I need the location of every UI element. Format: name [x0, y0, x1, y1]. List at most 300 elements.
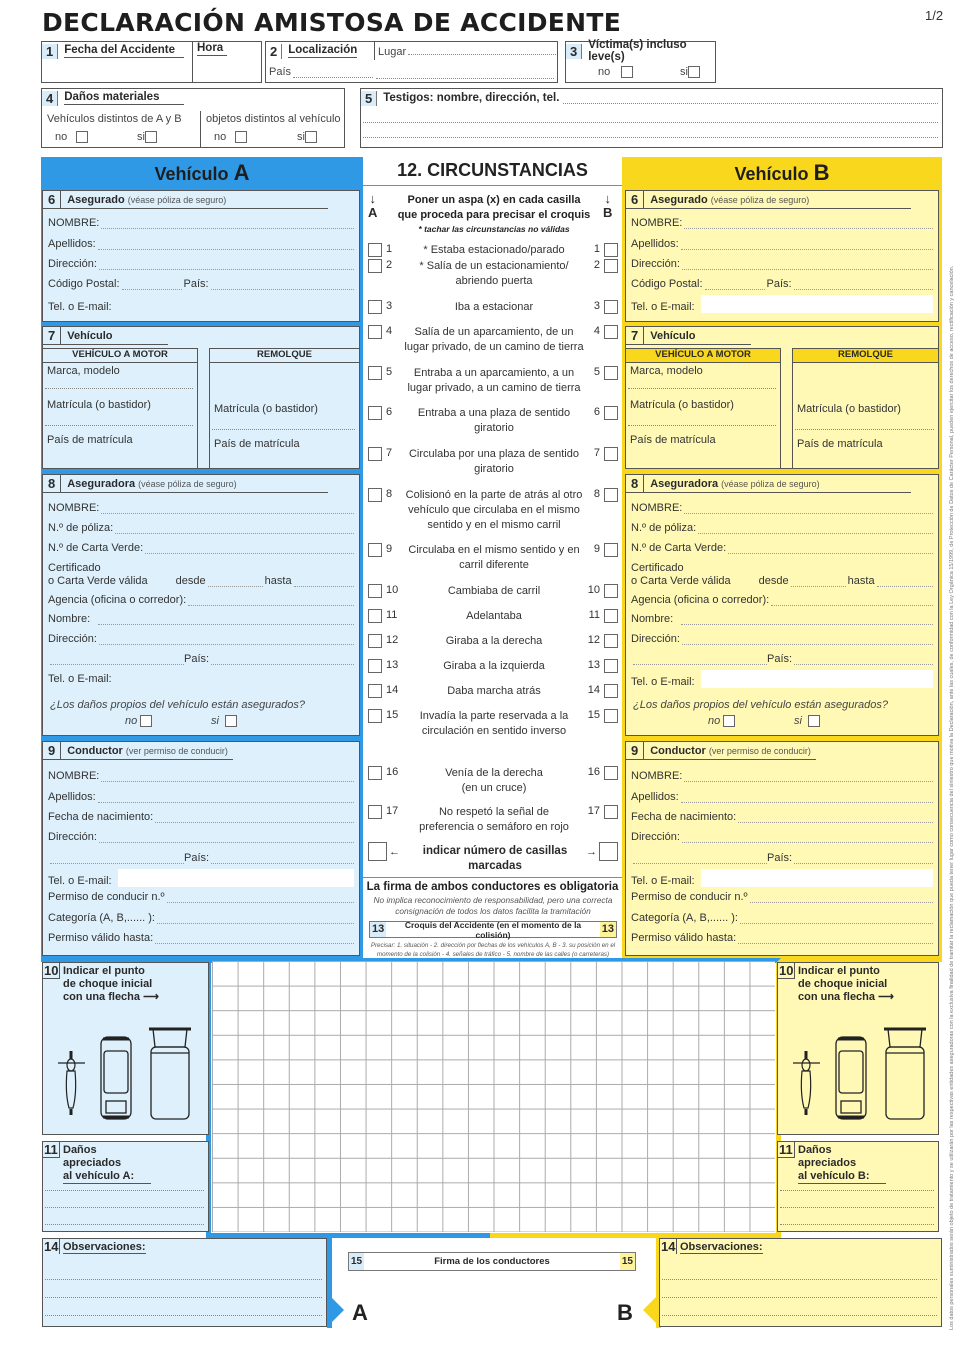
section-title: Vehículo — [650, 329, 696, 342]
other-objects-no-checkbox[interactable] — [235, 131, 247, 143]
damage-a-line-1[interactable] — [45, 1190, 204, 1191]
observations-b-line-1[interactable] — [662, 1279, 937, 1280]
agency-field[interactable] — [188, 596, 354, 606]
other-objects-si-checkbox[interactable] — [305, 131, 317, 143]
circ-text: Circulaba en el mismo sentido y en carril diferente — [408, 544, 580, 571]
field-label: Agencia (oficina o corredor): — [631, 594, 770, 606]
field-label: Fecha de nacimiento: — [48, 811, 154, 823]
circ-1-a-checkbox[interactable] — [368, 243, 382, 257]
agency-country-field[interactable] — [794, 655, 933, 665]
field-label: hasta — [847, 575, 875, 587]
own-damage-si-label: si — [794, 715, 802, 727]
observations-b-line-3[interactable] — [662, 1315, 937, 1316]
section-subtitle: (véase póliza de seguro) — [721, 478, 820, 489]
circ-1-b-checkbox[interactable] — [604, 243, 618, 257]
vehicle-b-letter: B — [813, 160, 830, 185]
section-number: 9 — [43, 742, 61, 759]
damages-label: Daños materiales — [64, 91, 184, 105]
circ-10-b-checkbox[interactable] — [604, 584, 618, 598]
circ-5-b-checkbox[interactable] — [604, 366, 618, 380]
license-category-field[interactable] — [740, 914, 933, 924]
place-label: Lugar — [378, 46, 407, 58]
sketch-grid[interactable] — [212, 961, 775, 1232]
observations-label: Observaciones: — [680, 1241, 763, 1253]
circ-num: 4 — [593, 325, 600, 337]
vehicle-b-insurer — [625, 474, 939, 736]
victims-no-label: no — [598, 66, 611, 78]
field-label: desde — [175, 575, 206, 587]
insurer-name-field[interactable] — [684, 504, 933, 514]
impact-line-2: de choque inicial — [63, 978, 153, 990]
circ-11-b-checkbox[interactable] — [604, 609, 618, 623]
circ-text: Giraba a la derecha — [445, 635, 543, 647]
section-number: 5 — [361, 91, 377, 106]
circ-num: 1 — [386, 243, 393, 255]
circ-text: Entraba a un aparcamiento, a un lugar privado, a un camino de tierra — [407, 367, 581, 394]
circ-4-b-checkbox[interactable] — [604, 325, 618, 339]
circ-num: 17 — [386, 805, 399, 817]
field-label: desde — [758, 575, 789, 587]
driver-name-field[interactable] — [101, 772, 354, 782]
plate-label: Matrícula (o bastidor) — [630, 399, 734, 411]
damage-line-1: Daños apreciados — [798, 1144, 857, 1169]
circ-text: Adelantaba — [466, 610, 522, 622]
field-label: N.º de póliza: — [48, 522, 114, 534]
circ-10-a-checkbox[interactable] — [368, 584, 382, 598]
observations-a-line-1[interactable] — [45, 1279, 322, 1280]
driver-country-field[interactable] — [794, 854, 933, 864]
section-number: 2 — [266, 44, 282, 59]
section-1-date — [41, 41, 262, 83]
vehicle-a-driver — [42, 741, 360, 956]
country-field[interactable] — [211, 280, 354, 290]
section-number: 1 — [42, 44, 58, 59]
circ-text: Circulaba por una plaza de sentido giratorio — [408, 448, 579, 475]
circ-14-b-checkbox[interactable] — [604, 684, 618, 698]
postal-code-field[interactable] — [705, 280, 765, 290]
circ-12-b-checkbox[interactable] — [604, 634, 618, 648]
circ-num: 16 — [386, 766, 399, 778]
driver-email-field[interactable] — [701, 869, 933, 887]
truck-icon — [149, 1029, 191, 1119]
circ-3-b-checkbox[interactable] — [604, 300, 618, 314]
circ-num: 6 — [386, 406, 393, 418]
circ-text: Salía de un aparcamiento, de un lugar privado, de un camino de tierra — [404, 326, 584, 353]
damage-b-line-2[interactable] — [780, 1207, 934, 1208]
driver-surname-field[interactable] — [681, 793, 933, 803]
circ-num: 8 — [386, 488, 393, 500]
circ-num: 1 — [593, 243, 600, 255]
section-number: 13 — [601, 923, 614, 935]
section-number: 15 — [349, 1253, 364, 1270]
observations-a-line-2[interactable] — [45, 1297, 322, 1298]
agency-name-field[interactable] — [98, 615, 354, 625]
section-subtitle: (ver permiso de conducir) — [125, 745, 228, 756]
observations-b-line-2[interactable] — [662, 1297, 937, 1298]
section-5-witnesses — [360, 88, 943, 148]
circ-num: 13 — [386, 659, 399, 671]
field-label: Tel. o E-mail: — [631, 676, 695, 688]
surname-field[interactable] — [98, 240, 354, 250]
field-label: Dirección: — [48, 831, 97, 843]
motorcycle-icon — [58, 1051, 85, 1115]
vehicle-icons[interactable] — [53, 1023, 203, 1123]
circ-12-a-checkbox[interactable] — [368, 634, 382, 648]
damage-b-line-1[interactable] — [780, 1190, 934, 1191]
agency-country-field[interactable] — [211, 655, 354, 665]
birthdate-field[interactable] — [738, 813, 933, 823]
section-number: 7 — [43, 327, 61, 344]
vehicle-a-insurer — [42, 474, 360, 736]
circ-14-a-checkbox[interactable] — [368, 684, 382, 698]
circ-num: 14 — [386, 684, 399, 696]
circ-num: 7 — [593, 447, 600, 459]
motorcycle-icon — [793, 1051, 820, 1115]
pointer-a-icon — [330, 1296, 344, 1324]
other-vehicles-si-checkbox[interactable] — [145, 131, 157, 143]
count-a-box[interactable] — [368, 842, 387, 861]
circ-num: 2 — [593, 259, 600, 271]
circ-11-a-checkbox[interactable] — [368, 609, 382, 623]
circ-num: 17 — [587, 805, 600, 817]
trailer-country-label: País de matrícula — [797, 438, 883, 450]
circ-text: Entraba a una plaza de sentido giratorio — [417, 407, 571, 434]
damage-a-line-3[interactable] — [45, 1224, 204, 1225]
circ-16-b-checkbox[interactable] — [604, 766, 618, 780]
field-label: Apellidos: — [48, 238, 96, 250]
arrow-right-icon: ⟶ — [143, 991, 159, 1003]
field-label: Dirección: — [631, 258, 680, 270]
registration-country-label: País de matrícula — [630, 434, 716, 446]
vehicle-a-impact-point — [42, 962, 209, 1135]
place-field[interactable] — [408, 42, 556, 55]
country-label: País — [269, 66, 292, 78]
vehicle-b-insured — [625, 190, 939, 322]
own-damage-no-label: no — [708, 715, 721, 727]
circ-7-b-checkbox[interactable] — [604, 447, 618, 461]
section-number: 7 — [626, 327, 644, 344]
circ-text: Iba a estacionar — [454, 301, 534, 313]
circ-2-a-checkbox[interactable] — [368, 259, 382, 273]
driver-surname-field[interactable] — [98, 793, 354, 803]
vehicle-b-visible-damage — [777, 1141, 939, 1232]
field-label: País: — [184, 653, 210, 665]
time-label: Hora — [197, 42, 227, 56]
count-label: indicar número de casillas marcadas — [422, 845, 568, 872]
own-damage-question: ¿Los daños propios del vehículo están asegurados? — [50, 699, 306, 711]
section-number: 8 — [43, 475, 61, 492]
section-subtitle: (véase póliza de seguro) — [710, 194, 810, 205]
postal-code-field[interactable] — [122, 280, 182, 290]
section-number: 14 — [44, 1239, 59, 1254]
section-number: 14 — [661, 1239, 676, 1254]
sketch-header — [369, 921, 617, 938]
field-label: NOMBRE: — [48, 502, 100, 514]
other-vehicles-label: Vehículos distintos de A y B — [47, 113, 182, 125]
circ-15-b-checkbox[interactable] — [604, 709, 618, 723]
section-title: Conductor — [650, 744, 706, 757]
email-field[interactable] — [701, 295, 933, 313]
trailer-plate-label: Matrícula (o bastidor) — [214, 403, 318, 415]
green-card-field[interactable] — [145, 544, 354, 554]
agency-address-field[interactable] — [682, 635, 933, 645]
circ-8-a-checkbox[interactable] — [368, 488, 382, 502]
surname-field[interactable] — [681, 240, 933, 250]
valid-to-field[interactable] — [877, 577, 933, 587]
circ-16-a-checkbox[interactable] — [368, 766, 382, 780]
victims-si-checkbox[interactable] — [688, 66, 700, 78]
count-b-box[interactable] — [599, 842, 618, 861]
damage-line-1: Daños apreciados — [63, 1144, 122, 1169]
location-label: Localización — [288, 44, 358, 56]
circ-num: 3 — [593, 300, 600, 312]
valid-from-field[interactable] — [208, 577, 263, 587]
field-label: N.º de Carta Verde: — [631, 542, 727, 554]
observations-a-line-3[interactable] — [45, 1315, 322, 1316]
agency-address-field-2[interactable] — [50, 655, 184, 665]
circ-4-a-checkbox[interactable] — [368, 325, 382, 339]
vehicle-a-letter: A — [233, 160, 250, 185]
field-label: Apellidos: — [631, 791, 679, 803]
field-label: NOMBRE: — [48, 217, 100, 229]
agency-address-field[interactable] — [99, 635, 354, 645]
field-label: País: — [766, 278, 792, 290]
time-field[interactable] — [197, 62, 257, 80]
birthdate-field[interactable] — [155, 813, 354, 823]
driver-address-field-2[interactable] — [50, 854, 184, 864]
circ-text: No respetó la señal de preferencia o semáforo en rojo — [419, 806, 569, 833]
circ-num: 10 — [386, 584, 399, 596]
country-field[interactable] — [794, 280, 933, 290]
signature-disclaimer: No implica reconocimiento de responsabilidad, pero una correcta consignación de todos los datos facilita la tramitación — [373, 895, 613, 916]
field-label: Tel. o E-mail: — [631, 301, 695, 313]
agency-name-field[interactable] — [681, 615, 933, 625]
witnesses-line-1[interactable] — [363, 122, 938, 123]
sketch-title: Croquis del Accidente (en el momento de la colisión) — [404, 919, 582, 940]
section-title: Aseguradora — [650, 477, 719, 490]
witnesses-line-2[interactable] — [363, 137, 938, 138]
valid-to-field[interactable] — [294, 577, 354, 587]
legal-notice: Los datos personales suministrados serán objeto de tratamiento y se utilizarán por las respectivas entidades aseguradoras con la exclusiva finalidad de tramitar la reclamación que pueda tener lugar como consecuencia del siniestro que motiva la Declaración, ante las cuales, de conformidad con la Ley Orgánica 15/1999, de Protección de Datos de Carácter Personal, pueden ejercitar los derechos de acceso, rectificación y cancelación. — [949, 265, 955, 1330]
victims-no-checkbox[interactable] — [621, 66, 633, 78]
driver-country-field[interactable] — [211, 854, 354, 864]
arrow-left-icon: ← — [389, 845, 400, 858]
field-label: Código Postal: — [48, 278, 120, 290]
circ-3-a-checkbox[interactable] — [368, 300, 382, 314]
field-label: Código Postal: — [631, 278, 703, 290]
circ-num: 14 — [587, 684, 600, 696]
arrow-right-icon: → — [586, 845, 597, 858]
section-title: Conductor — [67, 744, 123, 757]
address-field[interactable] — [99, 260, 354, 270]
driver-address-field-2[interactable] — [633, 854, 767, 864]
field-label: hasta — [264, 575, 292, 587]
motor-vehicle-header: VEHÍCULO A MOTOR — [626, 349, 780, 363]
circ-13-b-checkbox[interactable] — [604, 659, 618, 673]
driver-address-field[interactable] — [99, 833, 354, 843]
registration-country-label: País de matrícula — [47, 434, 133, 446]
license-valid-field[interactable] — [155, 934, 354, 944]
driver-address-field[interactable] — [682, 833, 933, 843]
trailer-header: REMOLQUE — [210, 349, 359, 363]
circ-6-a-checkbox[interactable] — [368, 406, 382, 420]
vehicle-icons[interactable] — [788, 1023, 938, 1123]
own-damage-si-checkbox[interactable] — [808, 715, 820, 727]
signature-notice: La firma de ambos conductores es obligatoria — [366, 881, 619, 893]
own-damage-si-checkbox[interactable] — [225, 715, 237, 727]
license-number-field[interactable] — [167, 893, 354, 903]
plate-label: Matrícula (o bastidor) — [47, 399, 151, 411]
field-label: NOMBRE: — [48, 770, 100, 782]
field-label: NOMBRE: — [631, 770, 683, 782]
circ-num: 9 — [386, 543, 393, 555]
circ-9-b-checkbox[interactable] — [604, 543, 618, 557]
impact-line-1: Indicar el punto — [798, 965, 880, 977]
circ-text: Giraba a la izquierda — [443, 660, 545, 672]
circ-num: 5 — [593, 366, 600, 378]
damage-a-line-2[interactable] — [45, 1207, 204, 1208]
circ-15-a-checkbox[interactable] — [368, 709, 382, 723]
sketch-instructions: Precisar: 1. situación - 2. dirección por flechas de los vehículos A, B - 3. su posición en el momento de la colisión - 4. señales de tráfico - 5. nombre de las calles (o carreteras) — [370, 942, 616, 958]
column-a-marker: ↓ A — [368, 191, 378, 220]
license-number-field[interactable] — [750, 893, 933, 903]
insurer-name-field[interactable] — [101, 504, 354, 514]
field-label: Permiso de conducir n.º — [631, 891, 748, 903]
circ-num: 11 — [588, 609, 600, 621]
section-number: 8 — [626, 475, 644, 492]
field-label: País: — [184, 852, 210, 864]
circ-text: Invadía la parte reservada a la circulación en sentido inverso — [419, 710, 569, 737]
impact-line-3: con una flecha — [798, 991, 876, 1003]
field-label: NOMBRE: — [631, 217, 683, 229]
insurer-email-field[interactable] — [701, 670, 933, 688]
damage-line-2: al vehículo A: — [63, 1170, 135, 1182]
own-damage-question: ¿Los daños propios del vehículo están asegurados? — [633, 699, 889, 711]
agency-field[interactable] — [771, 596, 933, 606]
section-number: 11 — [44, 1142, 58, 1157]
circ-17-a-checkbox[interactable] — [368, 805, 382, 819]
section-number: 6 — [626, 191, 644, 208]
signature-label: Firma de los conductores — [434, 1256, 550, 1267]
section-2-location — [265, 41, 558, 83]
address-field[interactable] — [682, 260, 933, 270]
date-field[interactable] — [44, 62, 189, 80]
arrow-right-icon: ⟶ — [878, 991, 894, 1003]
circ-text: Venía de la derecha (en un cruce) — [445, 767, 543, 794]
driver-email-field[interactable] — [118, 869, 354, 887]
own-damage-si-label: si — [211, 715, 219, 727]
section-title: Asegurado — [67, 193, 125, 206]
other-objects-label: objetos distintos al vehículo — [206, 113, 341, 125]
field-label: Certificado — [631, 562, 684, 574]
own-damage-no-checkbox[interactable] — [723, 715, 735, 727]
field-label: Certificado — [48, 562, 101, 574]
field-label: Permiso válido hasta: — [631, 932, 737, 944]
signature-b-area[interactable] — [496, 1274, 636, 1324]
signature-a-area[interactable] — [348, 1274, 488, 1324]
circ-13-a-checkbox[interactable] — [368, 659, 382, 673]
policy-number-field[interactable] — [698, 524, 933, 534]
green-card-field[interactable] — [728, 544, 933, 554]
field-label: Apellidos: — [631, 238, 679, 250]
field-label: N.º de póliza: — [631, 522, 697, 534]
field-label: Apellidos: — [48, 791, 96, 803]
field-label: Permiso de conducir n.º — [48, 891, 165, 903]
circ-num: 10 — [587, 584, 600, 596]
country-field[interactable] — [293, 66, 373, 78]
valid-from-field[interactable] — [791, 577, 846, 587]
circ-text: Daba marcha atrás — [447, 685, 541, 697]
license-valid-field[interactable] — [738, 934, 933, 944]
agency-address-field-2[interactable] — [633, 655, 767, 665]
other-objects-no-label: no — [214, 131, 227, 143]
circ-7-a-checkbox[interactable] — [368, 447, 382, 461]
other-vehicles-si-label: si — [137, 131, 145, 143]
circ-num: 6 — [593, 406, 600, 418]
vehicle-b-title — [622, 160, 942, 186]
field-label: Categoría (A, B,...... ): — [631, 912, 738, 924]
policy-number-field[interactable] — [115, 524, 354, 534]
circ-6-b-checkbox[interactable] — [604, 406, 618, 420]
impact-line-3: con una flecha — [63, 991, 141, 1003]
section-title: Vehículo — [67, 329, 113, 342]
field-label: País: — [767, 653, 793, 665]
field-label: Nombre: — [631, 613, 674, 625]
field-label: Dirección: — [631, 633, 680, 645]
circ-num: 13 — [587, 659, 600, 671]
trailer-header: REMOLQUE — [793, 349, 938, 363]
email-field[interactable] — [112, 299, 354, 313]
vehicle-b-driver — [625, 741, 939, 956]
driver-name-field[interactable] — [684, 772, 933, 782]
circ-5-a-checkbox[interactable] — [368, 366, 382, 380]
field-label: Fecha de nacimiento: — [631, 811, 737, 823]
section-3-victims — [565, 41, 716, 83]
circ-num: 5 — [386, 366, 393, 378]
field-label: Tel. o E-mail: — [48, 301, 112, 313]
circ-num: 7 — [386, 447, 393, 459]
circ-8-b-checkbox[interactable] — [604, 488, 618, 502]
name-field[interactable] — [684, 219, 933, 229]
field-label: o Carta Verde válida — [48, 575, 148, 587]
field-label: Nombre: — [48, 613, 91, 625]
section-number: 4 — [42, 91, 58, 106]
section-subtitle: (véase póliza de seguro) — [138, 478, 237, 489]
other-vehicles-no-label: no — [55, 131, 68, 143]
circ-num: 8 — [593, 488, 600, 500]
license-category-field[interactable] — [157, 914, 354, 924]
damage-b-line-3[interactable] — [780, 1224, 934, 1225]
signature-bar — [348, 1252, 636, 1271]
impact-line-2: de choque inicial — [798, 978, 888, 990]
victims-label: Víctima(s) incluso leve(s) — [588, 39, 687, 63]
victims-si-label: si — [680, 66, 688, 78]
field-label: País: — [767, 852, 793, 864]
field-label: Dirección: — [631, 831, 680, 843]
circ-17-b-checkbox[interactable] — [604, 805, 618, 819]
section-number: 10 — [44, 963, 59, 978]
circ-9-a-checkbox[interactable] — [368, 543, 382, 557]
name-field[interactable] — [101, 219, 354, 229]
circ-2-b-checkbox[interactable] — [604, 259, 618, 273]
own-damage-no-checkbox[interactable] — [140, 715, 152, 727]
section-number: 11 — [779, 1142, 793, 1157]
other-vehicles-no-checkbox[interactable] — [76, 131, 88, 143]
vehicle-b-observations — [659, 1238, 942, 1327]
instruction-line-2: que proceda para precisar el croquis — [397, 209, 591, 221]
instructions — [385, 193, 603, 235]
circ-num: 2 — [386, 259, 393, 271]
